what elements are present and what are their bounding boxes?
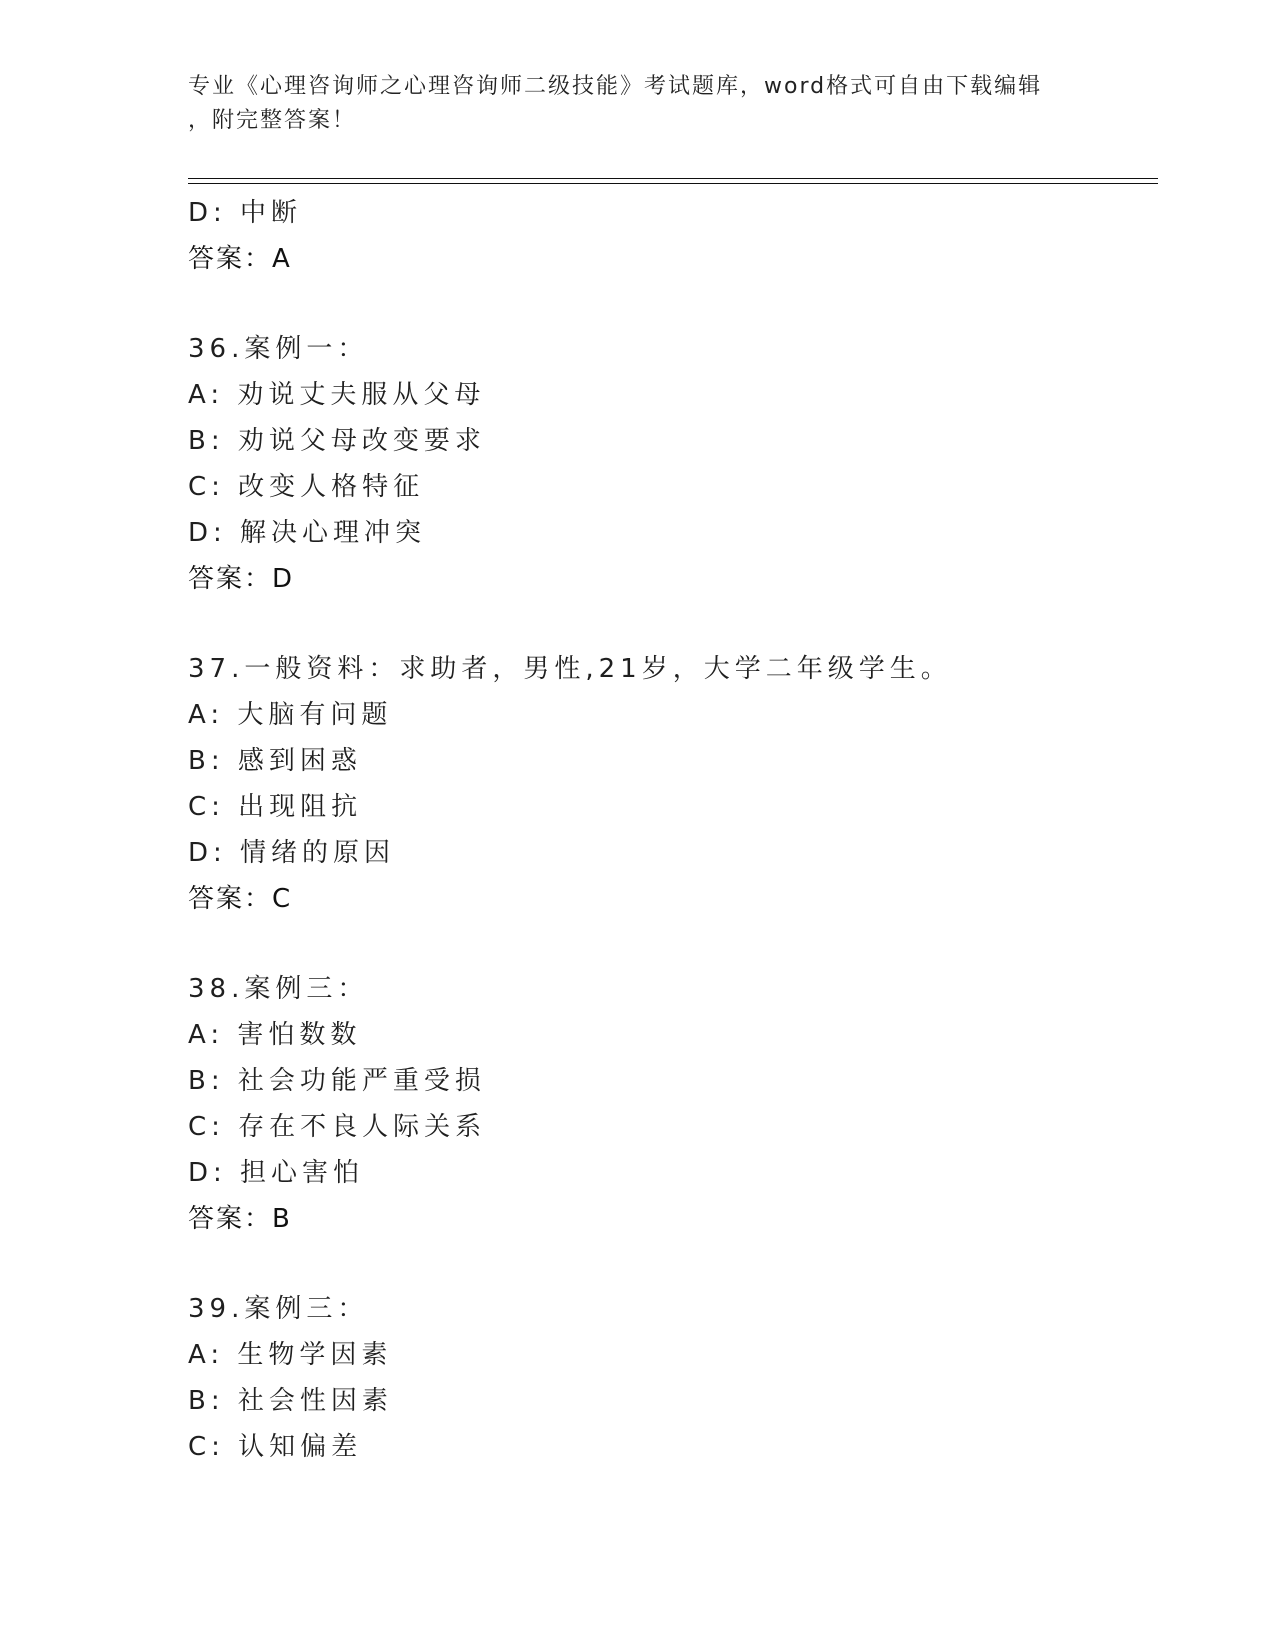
option-c: C: 改变人格特征 (188, 472, 425, 502)
question-38 (188, 966, 1158, 1242)
header-divider-top (188, 178, 1158, 179)
option-a: A: 生物学因素 (188, 1340, 393, 1370)
header-line-1: 专业《心理咨询师之心理咨询师二级技能》考试题库，word格式可自由下载编辑 (188, 74, 1043, 99)
option-a: A: 大脑有问题 (188, 700, 393, 730)
option-b: B: 社会功能严重受损 (188, 1066, 486, 1096)
option-c: C: 认知偏差 (188, 1432, 363, 1462)
answer-line: 答案：D (188, 564, 295, 594)
option-b: B: 劝说父母改变要求 (188, 426, 486, 456)
document-header (188, 70, 1088, 138)
option-d: D: 中断 (188, 198, 303, 228)
option-b: B: 感到困惑 (188, 746, 362, 776)
question-stem: 37.一般资料：求助者，男性,21岁，大学二年级学生。 (188, 654, 952, 684)
option-b: B: 社会性因素 (188, 1386, 393, 1416)
option-c: C: 存在不良人际关系 (188, 1112, 487, 1142)
option-d: D: 担心害怕 (188, 1158, 365, 1188)
option-d: D: 情绪的原因 (188, 838, 396, 868)
question-stem: 36.案例一： (188, 334, 369, 364)
option-a: A: 劝说丈夫服从父母 (188, 380, 486, 410)
option-c: C: 出现阻抗 (188, 792, 363, 822)
question-37 (188, 646, 1158, 922)
question-stem: 39.案例三： (188, 1294, 369, 1324)
answer-line: 答案：A (188, 244, 292, 274)
header-divider-bottom (188, 183, 1158, 184)
question-39 (188, 1286, 1158, 1470)
answer-line: 答案：B (188, 1204, 292, 1234)
question-stem: 38.案例三： (188, 974, 369, 1004)
answer-line: 答案：C (188, 884, 293, 914)
header-line-2: ，附完整答案！ (188, 108, 357, 133)
option-d: D: 解决心理冲突 (188, 518, 427, 548)
question-list (188, 190, 1158, 1470)
question-36 (188, 326, 1158, 602)
option-a: A: 害怕数数 (188, 1020, 362, 1050)
